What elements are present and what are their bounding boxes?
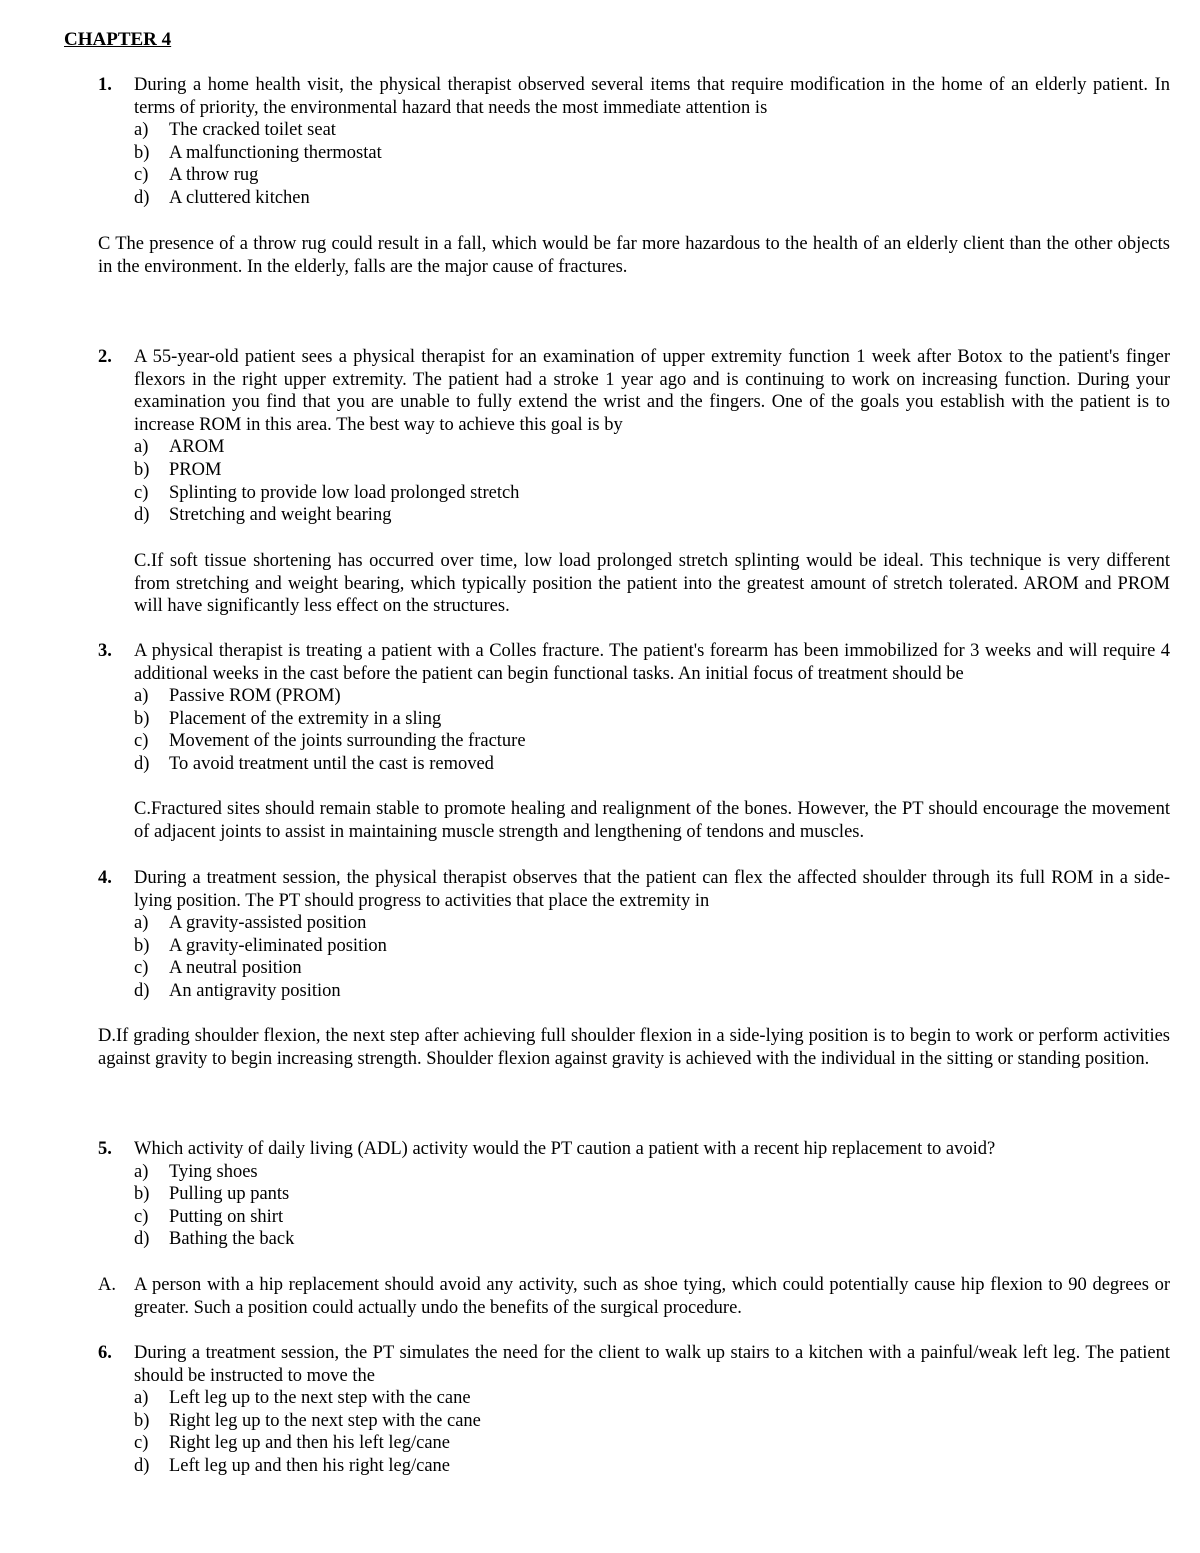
question-text: During a treatment session, the PT simulates the need for the client to walk up stairs to a kitchen with a painful/weak left leg. The patient should be instructed to move the bbox=[134, 1343, 1170, 1386]
option-a: a) Left leg up to the next step with the cane bbox=[134, 1388, 471, 1409]
question-5 bbox=[98, 1138, 1170, 1251]
options-list bbox=[134, 1387, 1170, 1477]
question-6 bbox=[98, 1342, 1170, 1478]
question-4 bbox=[98, 867, 1170, 1003]
answer-explanation-2: C.If soft tissue shortening has occurred over time, low load prolonged stretch splinting would be ideal. This technique is very different from stretching and weight bearing, which typically position the patient into the greatest amount of stretch tolerated. AROM and PROM will have significantly less effect on the structures. bbox=[134, 551, 1170, 617]
question-text: A physical therapist is treating a patient with a Colles fracture. The patient's forearm has been immobilized for 3 weeks and will require 4 additional weeks in the cast before the patient can begin functional tasks. An initial focus of treatment should be bbox=[134, 641, 1170, 684]
option-c: c) A throw rug bbox=[134, 165, 259, 186]
options-list bbox=[134, 436, 1170, 526]
option-d: d) Stretching and weight bearing bbox=[134, 505, 392, 526]
option-a: a) Passive ROM (PROM) bbox=[134, 686, 341, 707]
option-a: a) AROM bbox=[134, 437, 225, 458]
question-2 bbox=[98, 346, 1170, 527]
question-number: 4. bbox=[98, 868, 112, 888]
option-d: d) Left leg up and then his right leg/cane bbox=[134, 1455, 451, 1476]
question-text: During a treatment session, the physical therapist observes that the patient can flex the affected shoulder through its full ROM in a side-lying position. The PT should progress to activities that place the extremity in bbox=[134, 868, 1170, 911]
answer-explanation-4: D.If grading shoulder flexion, the next step after achieving full shoulder flexion in a side-lying position is to begin to work or perform activities against gravity to begin increasing strength. Shoulder flexion against gravity is achieved with the individual in the sitting or standing position. bbox=[98, 1026, 1170, 1069]
options-list bbox=[134, 685, 1170, 775]
option-c: c) Putting on shirt bbox=[134, 1206, 284, 1227]
option-c: c) A neutral position bbox=[134, 958, 302, 979]
chapter-title: CHAPTER 4 bbox=[64, 29, 172, 50]
answer-letter: A. bbox=[98, 1275, 116, 1295]
question-3 bbox=[98, 640, 1170, 776]
option-d: d) To avoid treatment until the cast is removed bbox=[134, 753, 494, 774]
option-a: a) The cracked toilet seat bbox=[134, 120, 336, 141]
option-c: c) Right leg up and then his left leg/cane bbox=[134, 1433, 451, 1454]
question-text: During a home health visit, the physical therapist observed several items that require modification in the home of an elderly patient. In terms of priority, the environmental hazard that needs the most immediate attention is bbox=[134, 75, 1170, 118]
option-b: b) Pulling up pants bbox=[134, 1184, 290, 1205]
options-list bbox=[134, 119, 1170, 209]
answer-text: A person with a hip replacement should avoid any activity, such as shoe tying, which could potentially cause hip flexion to 90 degrees or greater. Such a position could actually undo the benefits of the surgical procedure. bbox=[134, 1275, 1170, 1318]
option-d: d) Bathing the back bbox=[134, 1229, 295, 1250]
option-c: c) Splinting to provide low load prolonged stretch bbox=[134, 482, 520, 503]
option-b: b) A malfunctioning thermostat bbox=[134, 142, 382, 163]
option-b: b) Placement of the extremity in a sling bbox=[134, 708, 442, 729]
option-a: a) A gravity-assisted position bbox=[134, 913, 367, 934]
question-number: 6. bbox=[98, 1343, 112, 1363]
question-number: 1. bbox=[98, 75, 112, 95]
answer-explanation-5 bbox=[98, 1274, 1170, 1319]
answer-explanation-1: C The presence of a throw rug could result in a fall, which would be far more hazardous to the health of an elderly client than the other objects in the environment. In the elderly, falls are the major cause of fractures. bbox=[98, 234, 1170, 277]
option-d: d) An antigravity position bbox=[134, 980, 341, 1001]
option-a: a) Tying shoes bbox=[134, 1161, 258, 1182]
question-text: A 55-year-old patient sees a physical therapist for an examination of upper extremity function 1 week after Botox to the patient's finger flexors in the right upper extremity. The patient had a stroke 1 year ago and is continuing to work on increasing function. During your examination you find that you are unable to fully extend the wrist and the fingers. One of the goals you establish with the patient is to increase ROM in this area. The best way to achieve this goal is by bbox=[134, 347, 1170, 435]
option-b: b) A gravity-eliminated position bbox=[134, 935, 387, 956]
options-list bbox=[134, 912, 1170, 1002]
option-c: c) Movement of the joints surrounding the fracture bbox=[134, 731, 526, 752]
question-1 bbox=[98, 74, 1170, 210]
options-list bbox=[134, 1161, 1170, 1251]
question-number: 2. bbox=[98, 347, 112, 367]
answer-explanation-3: C.Fractured sites should remain stable to promote healing and realignment of the bones. However, the PT should encourage the movement of adjacent joints to assist in maintaining muscle strength and lengthening of tendons and muscles. bbox=[134, 799, 1170, 842]
option-b: b) Right leg up to the next step with the cane bbox=[134, 1410, 481, 1431]
question-text: Which activity of daily living (ADL) activity would the PT caution a patient with a recent hip replacement to avoid? bbox=[134, 1139, 996, 1159]
question-number: 3. bbox=[98, 641, 112, 661]
option-b: b) PROM bbox=[134, 459, 222, 480]
option-d: d) A cluttered kitchen bbox=[134, 187, 310, 208]
question-number: 5. bbox=[98, 1139, 112, 1159]
